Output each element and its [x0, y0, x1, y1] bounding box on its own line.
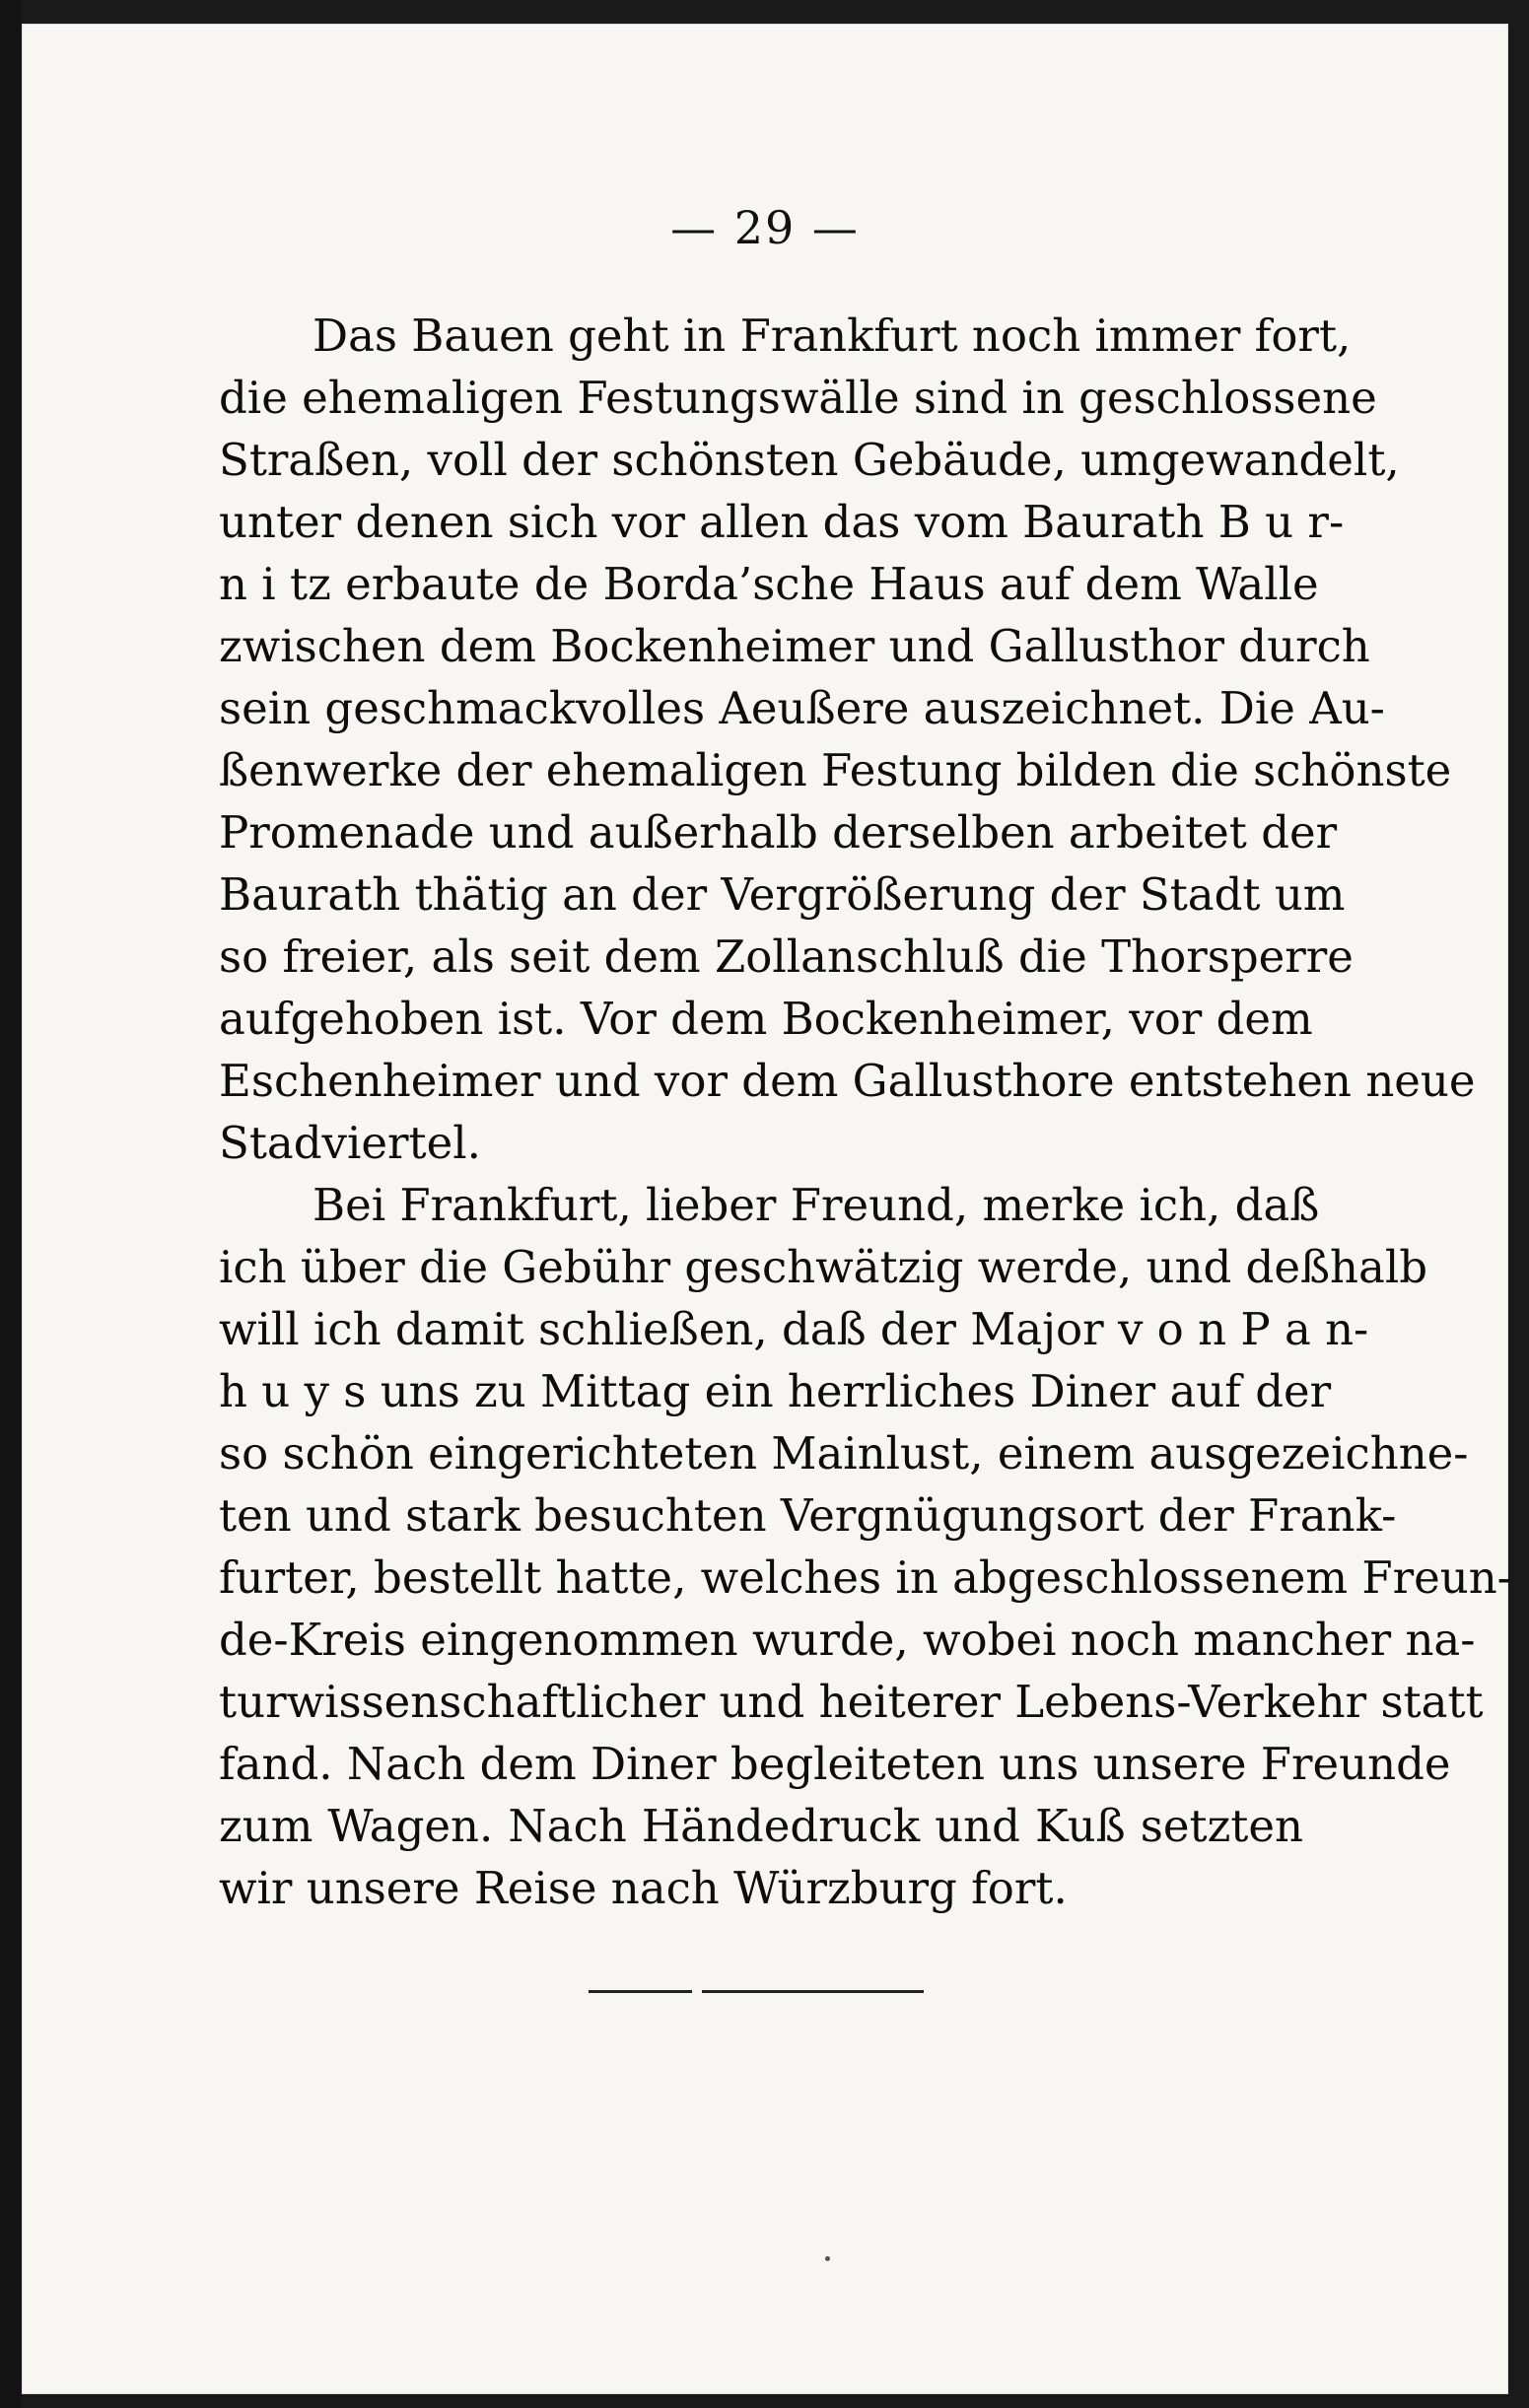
text-line: unter denen sich vor allen das vom Baurath B u r- [219, 496, 1345, 548]
text-line: fand. Nach dem Diner begleiteten uns unsere Freunde [219, 1738, 1451, 1790]
text-line: Straßen, voll der schönsten Gebäude, umgewandelt, [219, 434, 1400, 486]
page-number: — 29 — [670, 201, 860, 254]
text-line: ßenwerke der ehemaligen Festung bilden die schönste [219, 744, 1452, 796]
text-line: de-Kreis eingenommen wurde, wobei noch mancher na- [219, 1614, 1476, 1666]
text-line: Baurath thätig an der Vergrößerung der Stadt um [219, 868, 1346, 921]
paragraph-2 [219, 1174, 1512, 1919]
text-line: sein geschmackvolles Aeußere auszeichnet. Die Au- [219, 682, 1385, 734]
divider-gap [692, 1988, 702, 1995]
text-line: Eschenheimer und vor dem Gallusthore entstehen neue [219, 1055, 1476, 1107]
text-line: furter, bestellt hatte, welches in abgeschlossenem Freun- [219, 1551, 1512, 1604]
section-divider [589, 1990, 924, 1993]
text-line: die ehemaligen Festungswälle sind in geschlossene [219, 372, 1377, 424]
text-line: Das Bauen geht in Frankfurt noch immer fort, [313, 310, 1352, 362]
text-line: Promenade und außerhalb derselben arbeitet der [219, 806, 1338, 859]
text-line: zum Wagen. Nach Händedruck und Kuß setzten [219, 1800, 1303, 1852]
body-text [219, 305, 1512, 1919]
book-spine-edge [0, 0, 22, 2408]
text-line: Stadviertel. [219, 1117, 481, 1169]
text-line: ten und stark besuchten Vergnügungsort der Frank- [219, 1489, 1397, 1542]
text-line: h u y s uns zu Mittag ein herrliches Diner auf der [219, 1365, 1332, 1417]
paragraph-1 [219, 305, 1476, 1174]
text-line: ich über die Gebühr geschwätzig werde, und deßhalb [219, 1241, 1428, 1293]
text-line: zwischen dem Bockenheimer und Gallusthor durch [219, 620, 1370, 672]
text-line: turwissenschaftlicher und heiterer Lebens-Verkehr statt [219, 1676, 1484, 1728]
text-line: n i tz erbaute de Borda’sche Haus auf dem Walle [219, 558, 1319, 610]
book-page [22, 24, 1512, 2394]
text-line: so freier, als seit dem Zollanschluß die Thorsperre [219, 930, 1354, 983]
text-line: wir unsere Reise nach Würzburg fort. [219, 1862, 1068, 1914]
text-line: so schön eingerichteten Mainlust, einem ausgezeichne- [219, 1427, 1469, 1479]
text-line: aufgehoben ist. Vor dem Bockenheimer, vor dem [219, 993, 1313, 1045]
speck-mark [825, 2256, 830, 2261]
text-line: Bei Frankfurt, lieber Freund, merke ich, daß [313, 1179, 1320, 1231]
text-line: will ich damit schließen, daß der Major v o n P a n- [219, 1303, 1369, 1355]
